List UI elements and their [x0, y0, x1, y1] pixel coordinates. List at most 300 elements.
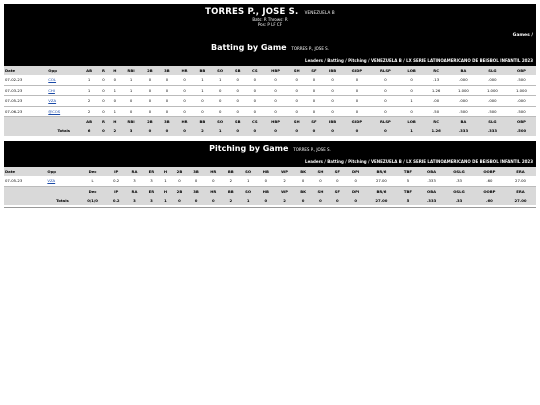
batting-cell: 0 [141, 75, 158, 85]
pitching-totals-cell: 0 [329, 196, 345, 206]
batting-cell: 1.000 [449, 85, 478, 96]
batting-totals-cell: 0 [288, 126, 306, 136]
batting-cell: 0 [306, 75, 323, 85]
batting-cell: 0 [229, 85, 246, 96]
batting-cell: 0 [175, 85, 193, 96]
batting-cell: 0 [175, 96, 193, 107]
pitching-header-row [4, 167, 536, 176]
batting-cell: 1 [109, 106, 121, 117]
batting-col-header: SH [288, 66, 306, 75]
crumb-sep: / [345, 159, 347, 164]
batting-col-header: SB [229, 117, 246, 127]
pitching-col-header: ERA [505, 186, 536, 196]
pitching-cell: 3 [143, 176, 160, 186]
batting-blank-header [4, 117, 47, 127]
batting-col-header: RBI [121, 66, 142, 75]
batting-col-header: BA [449, 66, 478, 75]
pitching-totals-cell: 0 [188, 196, 205, 206]
batting-cell: 0 [263, 106, 287, 117]
pitching-row [4, 176, 536, 186]
batting-cell: 1 [400, 96, 423, 107]
pitching-totals-cell: 0 [204, 196, 222, 206]
pitching-cell: 0 [345, 176, 366, 186]
pitching-cell: 2 [275, 176, 295, 186]
pitching-col-header: ERA [505, 167, 536, 176]
batting-cell: 0 [400, 75, 423, 85]
batting-cell: 07-03-23 [4, 85, 47, 96]
batting-cell: 0 [343, 85, 371, 96]
batting-row [4, 106, 536, 117]
batting-cell: 0 [263, 96, 287, 107]
batting-cell: .500 [449, 106, 478, 117]
batting-col-header: AB [80, 117, 98, 127]
batting-opponent-link[interactable]: CHI [48, 87, 55, 93]
batting-col-header: GIDP [343, 117, 371, 127]
batting-col-header: OBP [507, 66, 536, 75]
pitching-col-header: BB [222, 167, 239, 176]
batting-cell: .500 [507, 106, 536, 117]
batting-cell: .000 [478, 75, 507, 85]
pitching-cell: 0 [204, 176, 222, 186]
batting-header-row-repeat [4, 117, 536, 127]
pitching-header-row-repeat [4, 186, 536, 196]
batting-cell: 1 [211, 75, 229, 85]
batting-col-header: IBB [322, 66, 343, 75]
positions: Pos: P LF CF [258, 22, 282, 27]
batting-totals-cell: 0 [246, 126, 263, 136]
player-name: TORRES P., JOSE S. [205, 7, 299, 17]
batting-cell: 1 [109, 85, 121, 96]
pitching-col-header: SH [312, 167, 329, 176]
pitching-cell: 27.00 [366, 176, 397, 186]
batting-cell: .000 [507, 96, 536, 107]
batting-col-header: GIDP [343, 66, 371, 75]
batting-cell: .00 [423, 96, 449, 107]
pitching-cell: 27.00 [505, 176, 536, 186]
batting-cell: .50 [423, 106, 449, 117]
batting-cell [47, 85, 80, 96]
batting-cell: 0 [263, 75, 287, 85]
pitching-cell: 5 [397, 176, 419, 186]
batting-totals-row [4, 126, 536, 136]
pitching-col-header: BK [295, 167, 312, 176]
batting-totals-cell: 0 [371, 126, 400, 136]
pitching-col-header: 2B [171, 167, 188, 176]
pitching-col-header: HB [257, 186, 275, 196]
pitching-table-wrap [4, 167, 536, 205]
batting-totals-cell: 0 [98, 126, 109, 136]
pitching-title [4, 144, 536, 153]
pitching-cell: .60 [474, 176, 505, 186]
batting-cell: 0 [158, 85, 175, 96]
batting-cell: 0 [98, 85, 109, 96]
pitching-cell: 0 [257, 176, 275, 186]
batting-cell: 0 [322, 106, 343, 117]
batting-row [4, 75, 536, 85]
batting-col-header: SH [288, 117, 306, 127]
pitching-totals-cell: 1 [160, 196, 171, 206]
batting-cell: 1 [194, 75, 212, 85]
batting-totals-cell: .500 [507, 126, 536, 136]
crumb-sep: / [324, 159, 326, 164]
batting-cell: 0 [229, 106, 246, 117]
crumb-sep: / [368, 159, 370, 164]
batting-cell: 0 [98, 106, 109, 117]
batting-col-header: SLG [478, 117, 507, 127]
batting-cell: 0 [141, 85, 158, 96]
pitching-col-header: BB [222, 186, 239, 196]
batting-totals-label: Totals [47, 126, 80, 136]
pitching-totals-cell: 1 [239, 196, 257, 206]
crumb-leaders[interactable]: Leaders [305, 58, 323, 63]
bats-throws: Bats: R Throws: R [252, 17, 288, 22]
batting-col-header: SO [211, 117, 229, 127]
batting-col-header: RLSP [371, 117, 400, 127]
pitching-col-header: HR [204, 167, 222, 176]
batting-cell: .13 [423, 75, 449, 85]
batting-subtitle: TORRES P., JOSE S. [291, 46, 329, 51]
pitching-cell: 1 [239, 176, 257, 186]
pitching-col-header: IP [107, 186, 126, 196]
batting-col-header: Date [4, 66, 47, 75]
batting-col-header: H [109, 66, 121, 75]
pitching-col-header: TBF [397, 186, 419, 196]
batting-cell: .000 [449, 96, 478, 107]
batting-cell: 2 [80, 96, 98, 107]
batting-col-header: LOB [400, 66, 423, 75]
pitching-totals-cell: 3 [143, 196, 160, 206]
pitching-col-header: BR/6 [366, 167, 397, 176]
pitching-totals-cell: .333 [419, 196, 444, 206]
batting-cell: 0 [158, 96, 175, 107]
batting-col-header: RC [423, 117, 449, 127]
crumb-batting[interactable]: Batting [327, 159, 344, 164]
batting-cell: 0 [343, 106, 371, 117]
crumb-pitching[interactable]: Pitching [348, 159, 367, 164]
batting-totals-cell: 0 [175, 126, 193, 136]
pitching-col-header: SF [329, 186, 345, 196]
pitching-col-header: WP [275, 186, 295, 196]
batting-cell: 0 [175, 106, 193, 117]
pitching-cell: 2 [222, 176, 239, 186]
batting-col-header: RBI [121, 117, 142, 127]
batting-cell: 0 [371, 75, 400, 85]
pitching-col-header: OBA [419, 186, 444, 196]
batting-cell: 0 [229, 96, 246, 107]
batting-cell: 0 [288, 106, 306, 117]
pitching-col-header: RA [126, 186, 143, 196]
pitching-totals-cell: 2 [222, 196, 239, 206]
batting-col-header: H [109, 117, 121, 127]
batting-totals-cell: 0 [263, 126, 287, 136]
pitching-cell: 0 [188, 176, 205, 186]
pitching-cell: .333 [419, 176, 444, 186]
batting-cell: 0 [98, 75, 109, 85]
batting-cell: 07-05-23 [4, 96, 47, 107]
pitching-totals-cell: .60 [474, 196, 505, 206]
batting-cell: 0 [343, 75, 371, 85]
player-team: VENEZUELA B [304, 10, 335, 15]
pitching-col-header: WP [275, 167, 295, 176]
batting-cell: 2 [80, 106, 98, 117]
batting-cell: 0 [98, 96, 109, 107]
batting-cell: 0 [322, 96, 343, 107]
pitching-col-header: 2B [171, 186, 188, 196]
batting-cell: 0 [246, 96, 263, 107]
crumb-pitching[interactable]: Pitching [348, 58, 367, 63]
pitching-header [4, 141, 536, 167]
batting-col-header: SB [229, 66, 246, 75]
batting-col-header: RLSP [371, 66, 400, 75]
pitching-col-header: Date [4, 167, 46, 176]
pitching-cell [46, 176, 78, 186]
pitching-col-header: SO [239, 167, 257, 176]
batting-table-wrap [4, 66, 536, 136]
batting-col-header: SF [306, 66, 323, 75]
pitching-col-header: Opp [46, 167, 78, 176]
pitching-cell: 0.2 [107, 176, 126, 186]
batting-cell: 0 [109, 75, 121, 85]
pitching-totals-row [4, 196, 536, 206]
batting-cell: 1 [80, 85, 98, 96]
pitching-cell: 0 [312, 176, 329, 186]
batting-col-header: R [98, 117, 109, 127]
pitching-col-header: OOBP [474, 167, 505, 176]
batting-breadcrumb [305, 58, 533, 63]
pitching-col-header: OBA [419, 167, 444, 176]
pitching-totals-cell: 0/1/0 [79, 196, 107, 206]
pitching-cell: 0 [329, 176, 345, 186]
batting-col-header: 3B [158, 117, 175, 127]
batting-totals-cell: 3 [121, 126, 142, 136]
pitching-col-header: IP [107, 167, 126, 176]
pitching-col-header: OOBP [474, 186, 505, 196]
batting-opponent-link[interactable]: COL [48, 77, 57, 83]
batting-cell: 0 [371, 106, 400, 117]
batting-cell: 0 [121, 106, 142, 117]
batting-col-header: CS [246, 117, 263, 127]
pitching-col-header: Dec [79, 186, 107, 196]
pitching-cell: 0 [171, 176, 188, 186]
pitching-totals-cell: 2 [275, 196, 295, 206]
batting-cell: 0 [400, 106, 423, 117]
batting-col-header: BB [194, 117, 212, 127]
pitching-totals-cell: 0 [345, 196, 366, 206]
batting-cell: 0 [306, 106, 323, 117]
batting-totals-cell: 2 [194, 126, 212, 136]
pitching-title-text: Pitching by Game [209, 144, 289, 153]
pitching-col-header: 3B [188, 167, 205, 176]
pitching-col-header: HB [257, 167, 275, 176]
batting-col-header: Opp [47, 66, 80, 75]
batting-col-header: 3B [158, 66, 175, 75]
batting-header [4, 40, 536, 66]
batting-totals-blank [4, 126, 47, 136]
pitching-col-header: Dec [79, 167, 107, 176]
batting-totals-cell: .333 [478, 126, 507, 136]
batting-cell: .000 [449, 75, 478, 85]
batting-row [4, 85, 536, 96]
batting-cell: 0 [246, 106, 263, 117]
batting-col-header: HBP [263, 66, 287, 75]
batting-col-header: CS [246, 66, 263, 75]
batting-cell: 0 [194, 96, 212, 107]
pitching-col-header: ER [143, 167, 160, 176]
crumb-team[interactable]: VENEZUELA B [370, 58, 402, 63]
batting-cell: 0 [246, 75, 263, 85]
pitching-totals-cell: 27.00 [505, 196, 536, 206]
pitching-col-header: ER [143, 186, 160, 196]
batting-col-header: HR [175, 66, 193, 75]
pitching-col-header: OSLG [444, 186, 474, 196]
batting-cell: 0 [141, 96, 158, 107]
batting-col-header: HR [175, 117, 193, 127]
games-link[interactable]: Games / [512, 33, 533, 38]
batting-cell: 0 [211, 106, 229, 117]
pitching-col-header: BR/6 [366, 186, 397, 196]
pitching-blank-header [46, 186, 78, 196]
batting-cell: 0 [306, 85, 323, 96]
pitching-cell: 3 [126, 176, 143, 186]
crumb-sep: / [324, 58, 326, 63]
pitching-subtitle: TORRES P., JOSE S. [293, 147, 331, 152]
batting-cell: 0 [288, 96, 306, 107]
batting-cell: 1 [194, 85, 212, 96]
pitching-totals-cell: 0 [312, 196, 329, 206]
batting-cell: 0 [175, 75, 193, 85]
batting-cell: 0 [263, 85, 287, 96]
pitching-col-header: 3B [188, 186, 205, 196]
player-title [4, 7, 536, 17]
crumb-sep: / [403, 159, 405, 164]
crumb-batting[interactable]: Batting [327, 58, 344, 63]
batting-totals-cell: 1 [211, 126, 229, 136]
crumb-league[interactable]: LX SERIE LATINOAMERICANO DE BEISBOL INFANTIL 2023 [406, 58, 533, 63]
batting-title [4, 43, 536, 52]
batting-totals-cell: .333 [449, 126, 478, 136]
batting-cell: 0 [306, 96, 323, 107]
batting-col-header: IBB [322, 117, 343, 127]
pitching-breadcrumb [305, 159, 533, 164]
pitching-col-header: DPI [345, 167, 366, 176]
batting-cell: 0 [194, 106, 212, 117]
batting-cell: 07-02-23 [4, 75, 47, 85]
pitching-cell: L [79, 176, 107, 186]
pitching-blank-header [4, 186, 46, 196]
batting-col-header: OBP [507, 117, 536, 127]
batting-totals-cell: 0 [229, 126, 246, 136]
batting-totals-cell: 0 [343, 126, 371, 136]
batting-col-header: 2B [141, 117, 158, 127]
batting-cell: 0 [400, 85, 423, 96]
batting-cell: 0 [371, 85, 400, 96]
pitching-col-header: SH [312, 186, 329, 196]
pitching-table [4, 167, 536, 205]
pitching-opponent-link[interactable]: VZA [47, 178, 56, 184]
batting-totals-cell: 6 [80, 126, 98, 136]
bottom-divider [4, 207, 536, 208]
pitching-totals-cell: 27.00 [366, 196, 397, 206]
pitching-totals-cell: 0 [171, 196, 188, 206]
crumb-sep: / [345, 58, 347, 63]
batting-totals-cell: 0 [306, 126, 323, 136]
crumb-sep: / [368, 58, 370, 63]
crumb-leaders[interactable]: Leaders [305, 159, 323, 164]
crumb-league[interactable]: LX SERIE LATINOAMERICANO DE BEISBOL INFANTIL 2023 [406, 159, 533, 164]
batting-cell: 1.000 [478, 85, 507, 96]
batting-header-row [4, 66, 536, 75]
batting-cell: 07-06-23 [4, 106, 47, 117]
batting-totals-cell: 0 [322, 126, 343, 136]
pitching-col-header: H [160, 167, 171, 176]
batting-cell: .000 [478, 96, 507, 107]
batting-cell: 0 [288, 75, 306, 85]
batting-cell: 0 [322, 75, 343, 85]
batting-cell: 0 [211, 96, 229, 107]
pitching-totals-cell: 0 [257, 196, 275, 206]
batting-cell: 1 [121, 85, 142, 96]
pitching-cell: .33 [444, 176, 474, 186]
pitching-col-header: SF [329, 167, 345, 176]
batting-cell: 0 [158, 106, 175, 117]
batting-col-header: R [98, 66, 109, 75]
batting-cell: .500 [507, 75, 536, 85]
batting-col-header: BA [449, 117, 478, 127]
pitching-col-header: TBF [397, 167, 419, 176]
batting-totals-cell: 0 [141, 126, 158, 136]
batting-col-header: LOB [400, 117, 423, 127]
batting-row [4, 96, 536, 107]
pitching-col-header: RA [126, 167, 143, 176]
batting-col-header: SO [211, 66, 229, 75]
batting-col-header: SF [306, 117, 323, 127]
batting-col-header: BB [194, 66, 212, 75]
batting-cell: 1 [80, 75, 98, 85]
batting-blank-header [47, 117, 80, 127]
batting-cell: .500 [478, 106, 507, 117]
pitching-cell: 07-05-23 [4, 176, 46, 186]
batting-cell: 1.26 [423, 85, 449, 96]
pitching-col-header: BK [295, 186, 312, 196]
batting-cell: 0 [229, 75, 246, 85]
batting-totals-cell: 0 [158, 126, 175, 136]
pitching-col-header: OSLG [444, 167, 474, 176]
pitching-col-header: SO [239, 186, 257, 196]
pitching-col-header: H [160, 186, 171, 196]
batting-cell: 0 [121, 96, 142, 107]
batting-totals-cell: 2 [109, 126, 121, 136]
batting-totals-cell: 1 [400, 126, 423, 136]
pitching-totals-cell: 0.2 [107, 196, 126, 206]
batting-cell [47, 106, 80, 117]
pitching-totals-cell: .33 [444, 196, 474, 206]
batting-col-header: HBP [263, 117, 287, 127]
batting-opponent-link[interactable]: @COS [48, 108, 61, 114]
batting-cell: 0 [158, 75, 175, 85]
pitching-totals-blank [4, 196, 46, 206]
player-meta [4, 17, 536, 27]
batting-col-header: AB [80, 66, 98, 75]
batting-col-header: SLG [478, 66, 507, 75]
batting-cell: 1 [121, 75, 142, 85]
pitching-cell: 1 [160, 176, 171, 186]
crumb-team[interactable]: VENEZUELA B [370, 159, 402, 164]
batting-cell: 0 [246, 85, 263, 96]
batting-cell: 0 [141, 106, 158, 117]
pitching-totals-cell: 0 [295, 196, 312, 206]
batting-cell [47, 75, 80, 85]
batting-opponent-link[interactable]: VZA [48, 98, 57, 104]
